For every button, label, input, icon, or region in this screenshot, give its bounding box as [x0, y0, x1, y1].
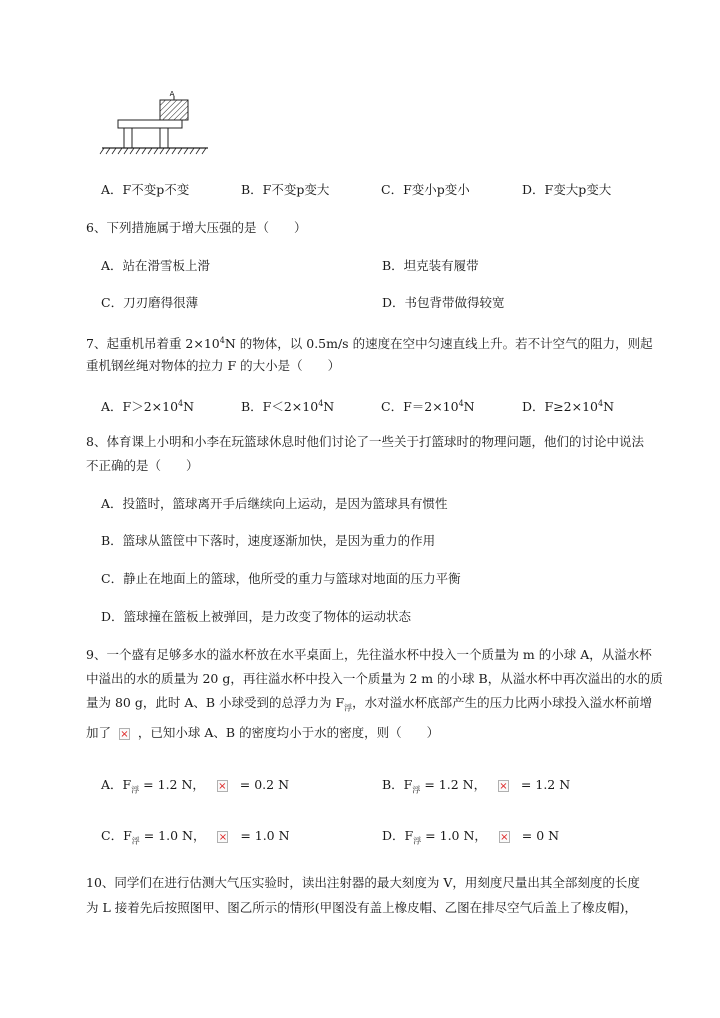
q9-option-d: D．$F_浮 = 1.0$ N， × = 0 N: [382, 826, 559, 852]
broken-image-icon: [217, 780, 228, 792]
q9-option-b: B．$F_浮 = 1.2$ N， × = 1.2 N: [382, 775, 570, 801]
broken-image-icon: [217, 831, 228, 843]
q7-stem-line1: 7、起重机吊着重 $2\times 10^4N$ 的物体，以 0.5m/s 的速度在空中匀速直线上升。若不计空气的阻力，则起: [86, 336, 653, 352]
q9-stem-line1: 9、一个盛有足够多水的溢水杯放在水平桌面上，先往溢水杯中投入一个质量为 m 的小球 A，从溢水杯: [86, 647, 652, 662]
q6-option-c: C．刀刃磨得很薄: [101, 295, 199, 310]
q5-option-c: C．F变小p变小: [381, 182, 470, 197]
q6-stem: 6、下列措施属于增大压强的是（ ）: [86, 220, 307, 235]
q7-option-a: A．$F>2\times 10^4N$: [101, 399, 195, 415]
q8-option-a: A．投篮时，篮球离开手后继续向上运动，是因为篮球具有惯性: [101, 496, 448, 511]
q8-option-c: C．静止在地面上的篮球，他所受的重力与篮球对地面的压力平衡: [101, 571, 461, 586]
q6-option-a: A．站在滑雪板上滑: [101, 258, 211, 273]
arrow-label: A: [169, 90, 175, 98]
q6-option-d: D．书包背带做得较宽: [382, 295, 505, 310]
q7-option-d: D．$F\ge 2\times 10^4N$: [522, 399, 615, 415]
q5-option-b: B．F不变p变大: [241, 182, 330, 197]
hatched-block: [160, 100, 188, 120]
broken-image-icon: [498, 780, 509, 792]
q9-stem-line2: 中溢出的水的质量为 20 g，再往溢水杯中投入一个质量为 2 m 的小球 B，从溢水杯中再次溢出的水的质: [86, 671, 663, 686]
q7-stem-line2: 重机钢丝绳对物体的拉力 F 的大小是（ ）: [86, 358, 341, 373]
q8-stem-line1: 8、体育课上小明和小李在玩篮球休息时他们讨论了一些关于打篮球时的物理问题，他们的讨论中说法: [86, 434, 644, 449]
q10-stem-line2: 为 L 接着先后按照图甲、图乙所示的情形(甲图没有盖上橡皮帽、乙图在排尽空气后盖上了橡皮帽)，: [86, 900, 638, 915]
q10-stem-line1: 10、同学们在进行估测大气压实验时，读出注射器的最大刻度为 V，用刻度尺量出其全部刻度的长度: [86, 875, 640, 890]
tabletop: [118, 120, 182, 128]
table-block-figure: [98, 88, 228, 158]
q8-option-d: D．篮球撞在篮板上被弹回，是力改变了物体的运动状态: [101, 609, 412, 624]
q9-stem-line4: 加了 × ，已知小球 A、B 的密度均小于水的密度，则（ ）: [86, 723, 439, 743]
q5-option-d: D．F变大p变大: [522, 182, 612, 197]
q9-stem-line3: 量为 80 g，此时 A、B 小球受到的总浮力为 $F_浮$，水对溢水杯底部产生的压力比两小球投入溢水杯前增: [86, 695, 653, 713]
broken-image-icon: [119, 728, 130, 740]
q7-option-b: B．$F<2\times 10^4N$: [241, 399, 335, 415]
q7-option-c: C．$F=2\times 10^4N$: [381, 399, 475, 415]
q9-option-a: A．$F_浮 = 1.2$ N， × = 0.2 N: [101, 775, 289, 801]
q8-option-b: B．篮球从篮筐中下落时，速度逐渐加快，是因为重力的作用: [101, 533, 436, 548]
q9-option-c: C．$F_浮 = 1.0$ N， × = 1.0 N: [101, 826, 290, 852]
q5-option-a: A．F不变p不变: [101, 182, 190, 197]
broken-image-icon: [499, 831, 510, 843]
q8-stem-line2: 不正确的是（ ）: [86, 458, 199, 473]
q6-option-b: B．坦克装有履带: [382, 258, 479, 273]
